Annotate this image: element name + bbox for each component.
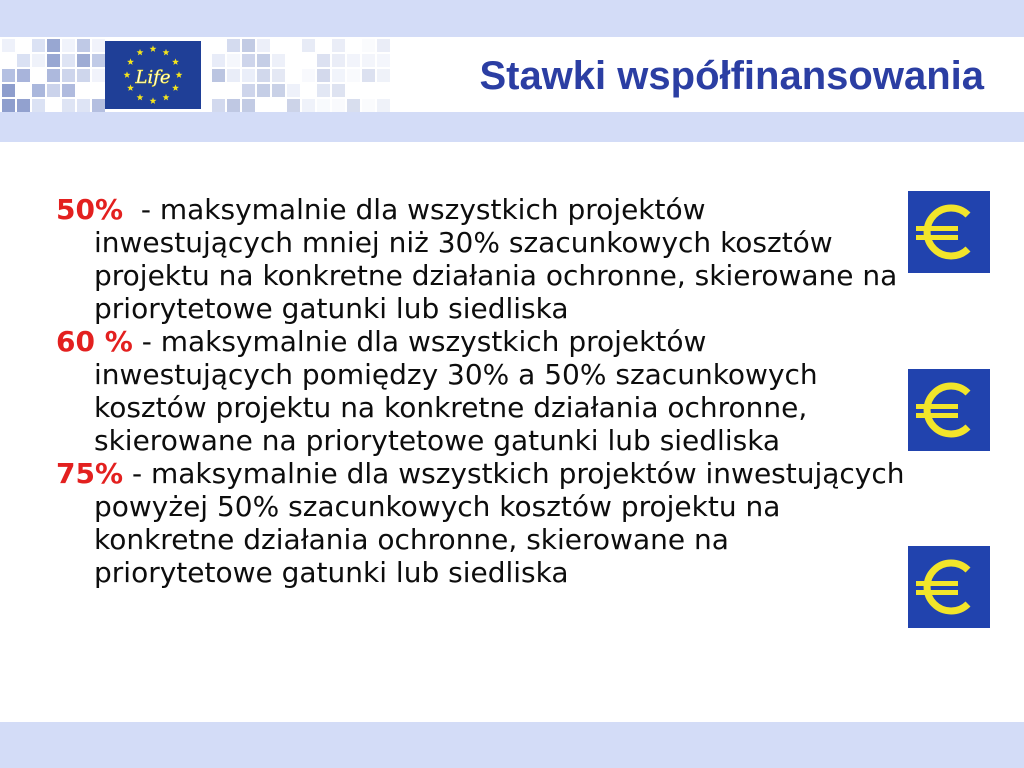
rate-item-75 xyxy=(56,457,906,589)
mosaic-tile xyxy=(92,39,105,52)
mosaic-tile xyxy=(257,39,270,52)
mosaic-tile xyxy=(332,69,345,82)
mosaic-tile xyxy=(2,84,15,97)
mosaic-tile xyxy=(257,69,270,82)
rate-description: - maksymalnie dla wszystkich projektów inwestujących powyżej 50% szacunkowych kosztów projektu na konkretne działania ochronne, skierowane na priorytetowe gatunki lub siedliska xyxy=(94,457,905,589)
mosaic-tile xyxy=(2,69,15,82)
mosaic-tile xyxy=(212,69,225,82)
svg-text:Life: Life xyxy=(135,67,171,88)
mosaic-tile xyxy=(212,54,225,67)
mosaic-tile xyxy=(17,99,30,112)
mosaic-tile xyxy=(332,84,345,97)
eu-star xyxy=(150,45,157,52)
mosaic-tile xyxy=(257,84,270,97)
rate-description: - maksymalnie dla wszystkich projektów inwestujących mniej niż 30% szacunkowych kosztów projektu na konkretne działania ochronne, skierowane na priorytetowe gatunki lub siedliska xyxy=(94,193,898,325)
mosaic-tile xyxy=(242,39,255,52)
mosaic-tile xyxy=(62,69,75,82)
mosaic-tile xyxy=(362,99,375,112)
mosaic-tile xyxy=(47,54,60,67)
eu-life-logo-graphic xyxy=(105,41,201,109)
mosaic-tile xyxy=(377,99,390,112)
eu-star xyxy=(124,71,131,78)
mosaic-tile xyxy=(377,54,390,67)
eu-star xyxy=(150,97,157,104)
euro-icon xyxy=(908,369,990,451)
mosaic-tile xyxy=(227,99,240,112)
mosaic-tile xyxy=(227,69,240,82)
mosaic-tile xyxy=(32,84,45,97)
rate-item-60 xyxy=(56,325,906,457)
mosaic-tile xyxy=(347,54,360,67)
mosaic-tile xyxy=(32,39,45,52)
euro-icon xyxy=(908,546,990,628)
mosaic-tile xyxy=(242,54,255,67)
mosaic-tile xyxy=(32,54,45,67)
mosaic-tile xyxy=(347,99,360,112)
mosaic-tile xyxy=(32,99,45,112)
mosaic-tile xyxy=(317,54,330,67)
mosaic-tile xyxy=(377,39,390,52)
bottom-band xyxy=(0,722,1024,768)
top-band xyxy=(0,0,1024,37)
mosaic-tile xyxy=(242,99,255,112)
header-underline-band xyxy=(0,112,1024,142)
mosaic-tile xyxy=(272,54,285,67)
mosaic-tile xyxy=(77,54,90,67)
mosaic-tile xyxy=(227,39,240,52)
slide-title: Stawki współfinansowania xyxy=(479,54,984,98)
eu-star xyxy=(127,84,134,91)
euro-icon xyxy=(908,191,990,273)
mosaic-tile xyxy=(362,39,375,52)
rate-item-50 xyxy=(56,193,906,325)
mosaic-tile xyxy=(47,69,60,82)
mosaic-tile xyxy=(272,69,285,82)
mosaic-tile xyxy=(47,39,60,52)
mosaic-tile xyxy=(62,39,75,52)
mosaic-tile xyxy=(77,39,90,52)
mosaic-tile xyxy=(362,69,375,82)
rate-description: - maksymalnie dla wszystkich projektów inwestujących pomiędzy 30% a 50% szacunkowych kosztów projektu na konkretne działania ochronne, skierowane na priorytetowe gatunki lub siedliska xyxy=(94,325,818,457)
eu-star xyxy=(163,49,170,56)
mosaic-tile xyxy=(62,99,75,112)
mosaic-tile xyxy=(212,99,225,112)
eu-star xyxy=(176,71,183,78)
mosaic-tile xyxy=(332,39,345,52)
mosaic-tile xyxy=(242,84,255,97)
mosaic-tile xyxy=(332,54,345,67)
mosaic-tile xyxy=(227,54,240,67)
mosaic-tile xyxy=(302,69,315,82)
rate-value: 75% xyxy=(56,457,124,490)
mosaic-tile xyxy=(377,69,390,82)
mosaic-tile xyxy=(92,54,105,67)
mosaic-tile xyxy=(317,99,330,112)
mosaic-tile xyxy=(17,69,30,82)
eu-star xyxy=(163,94,170,101)
mosaic-tile xyxy=(287,84,300,97)
mosaic-tile xyxy=(62,54,75,67)
mosaic-tile xyxy=(92,99,105,112)
mosaic-tile xyxy=(317,69,330,82)
eu-star xyxy=(137,49,144,56)
mosaic-tile xyxy=(47,84,60,97)
eu-star xyxy=(137,94,144,101)
mosaic-tile xyxy=(302,39,315,52)
mosaic-tile xyxy=(257,54,270,67)
mosaic-tile xyxy=(302,99,315,112)
mosaic-tile xyxy=(287,99,300,112)
mosaic-tile xyxy=(77,69,90,82)
mosaic-tile xyxy=(62,84,75,97)
mosaic-tile xyxy=(92,69,105,82)
rate-value: 50% xyxy=(56,193,124,226)
mosaic-tile xyxy=(362,54,375,67)
eu-star xyxy=(172,84,179,91)
mosaic-tile xyxy=(17,54,30,67)
mosaic-tile xyxy=(242,69,255,82)
mosaic-tile xyxy=(272,84,285,97)
mosaic-tile xyxy=(317,84,330,97)
mosaic-tile xyxy=(347,69,360,82)
mosaic-tile xyxy=(2,39,15,52)
eu-life-logo xyxy=(105,41,201,109)
mosaic-tile xyxy=(2,99,15,112)
eu-star xyxy=(127,58,134,65)
rate-list xyxy=(56,193,906,589)
eu-star xyxy=(172,58,179,65)
mosaic-tile xyxy=(77,99,90,112)
rate-value: 60 % xyxy=(56,325,133,358)
mosaic-tile xyxy=(332,99,345,112)
